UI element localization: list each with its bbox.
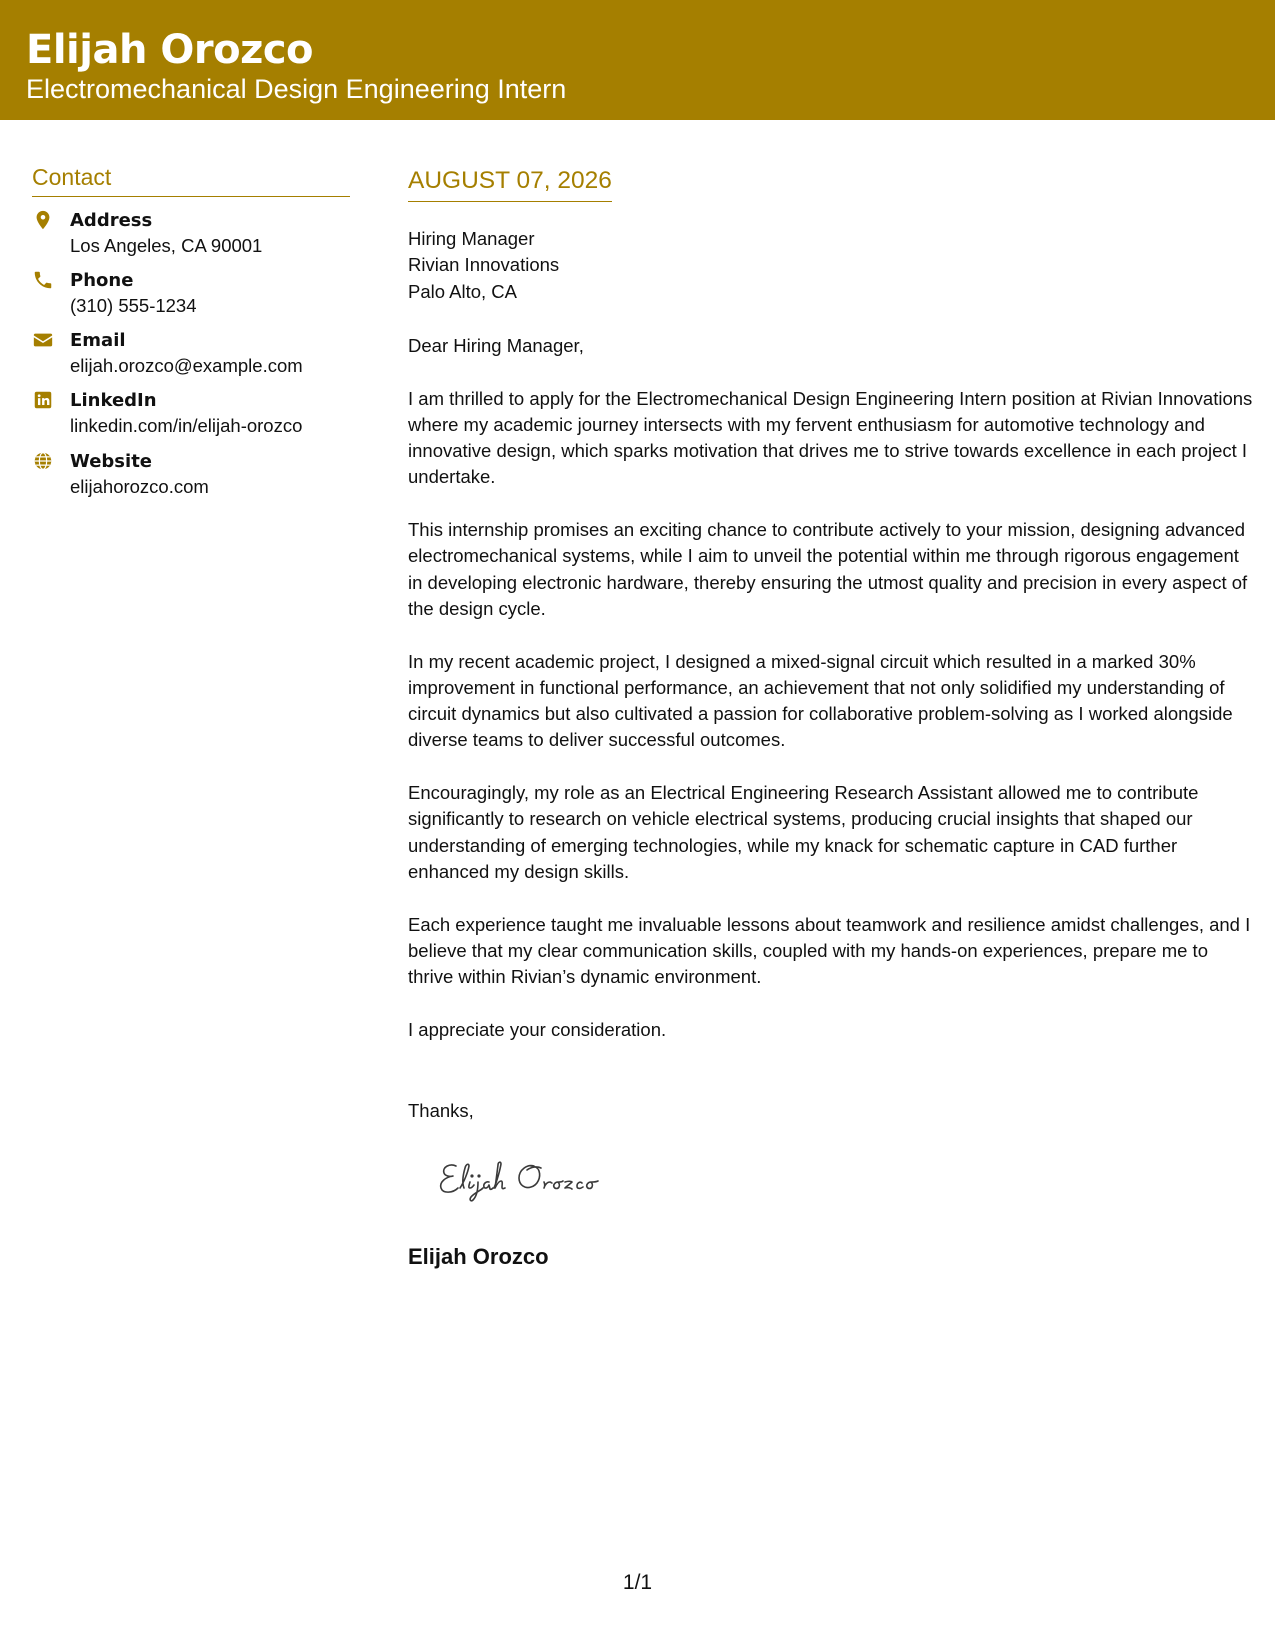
letter-paragraph: I am thrilled to apply for the Electromechanical Design Engineering Intern position at Rivian Innovations where my academic journey intersects with my fervent enthusiasm for automotive technology and innovative design, which sparks motivation that drives me to strive towards excellence in each project I undertake. <box>408 387 1253 488</box>
letter-paragraph: Encouragingly, my role as an Electrical Engineering Research Assistant allowed me to contribute significantly to research on vehicle electrical systems, producing crucial insights that shaped our understanding of emerging technologies, while my knack for schematic capture in CAD further enhanced my design skills. <box>408 782 1199 882</box>
letter-paragraph: In my recent academic project, I designed a mixed-signal circuit which resulted in a marked 30% improvement in functional performance, an achievement that not only solidified my understanding of circuit dynamics but also cultivated a passion for collaborative problem-solving as I worked alongside diverse teams to deliver successful outcomes. <box>408 650 1233 751</box>
contact-label: Email <box>70 330 126 351</box>
recipient-block <box>408 226 559 305</box>
letter-paragraph: I appreciate your consideration. <box>408 1018 667 1040</box>
globe-icon <box>32 450 58 474</box>
website-value[interactable]: elijahorozco.com <box>70 476 209 497</box>
recipient-line: Palo Alto, CA <box>408 280 518 302</box>
letter-body <box>408 333 1258 1069</box>
recipient-line: Rivian Innovations <box>408 254 560 276</box>
address-value: Los Angeles, CA 90001 <box>70 235 263 256</box>
applicant-name: Elijah Orozco <box>26 27 314 73</box>
phone-icon <box>32 269 58 293</box>
envelope-icon <box>32 329 58 353</box>
salutation: Dear Hiring Manager, <box>408 335 584 356</box>
signature-image <box>434 1152 644 1208</box>
contact-label: LinkedIn <box>70 390 157 411</box>
signer-name: Elijah Orozco <box>408 1244 549 1269</box>
contact-label: Website <box>70 451 153 472</box>
contact-item-phone <box>32 269 362 325</box>
recipient-line: Hiring Manager <box>408 228 535 249</box>
email-value[interactable]: elijah.orozco@example.com <box>70 355 303 376</box>
letter-paragraph: This internship promises an exciting chance to contribute actively to your mission, designing advanced electromechanical systems, while I aim to unveil the potential within me through rigorous engagement in developing electronic hardware, thereby ensuring the utmost quality and precision in every aspect of the design cycle. <box>408 519 1248 619</box>
header-banner <box>0 0 1275 120</box>
contact-item-address <box>32 209 362 265</box>
linkedin-value[interactable]: linkedin.com/in/elijah-orozco <box>70 415 303 436</box>
contact-item-linkedin <box>32 389 362 445</box>
contact-item-email <box>32 329 362 385</box>
applicant-job-title: Electromechanical Design Engineering Intern <box>26 74 567 104</box>
contact-label: Phone <box>70 270 134 291</box>
map-pin-icon <box>32 209 58 233</box>
linkedin-icon <box>32 389 58 413</box>
contact-label: Address <box>70 210 153 231</box>
phone-value: (310) 555-1234 <box>70 295 197 316</box>
closing: Thanks, <box>408 1100 474 1121</box>
letter-paragraph: Each experience taught me invaluable lessons about teamwork and resilience amidst challenges, and I believe that my clear communication skills, coupled with my hands-on experiences, prepare me to thrive within Rivian’s dynamic environment. <box>408 913 1251 988</box>
letter-date: AUGUST 07, 2026 <box>408 166 612 202</box>
contact-item-website <box>32 450 362 506</box>
page-number: 1/1 <box>622 1571 653 1594</box>
contact-heading: Contact <box>32 163 350 197</box>
